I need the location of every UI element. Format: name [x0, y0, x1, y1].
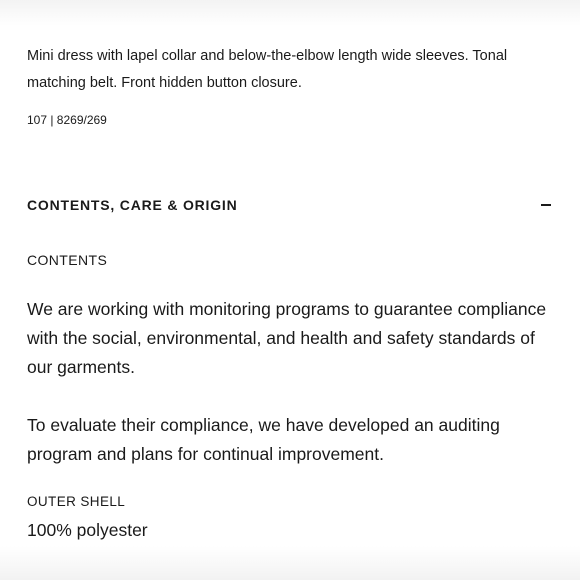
minus-icon[interactable] — [541, 204, 551, 206]
bottom-edge-shade — [0, 546, 580, 580]
auditing-paragraph: To evaluate their compliance, we have developed an auditing program and plans for continual improvement. — [27, 415, 500, 464]
product-description: Mini dress with lapel collar and below-the-elbow length wide sleeves. Tonal matching belt. Front hidden button closure. — [27, 48, 508, 91]
contents-care-origin-toggle[interactable] — [27, 193, 553, 217]
outer-shell-label: OUTER SHELL — [27, 494, 126, 509]
contents-label: CONTENTS — [27, 252, 108, 268]
monitoring-paragraph: We are working with monitoring programs to guarantee compliance with the social, environmental, and health and safety standards of our garments. — [27, 299, 547, 377]
outer-shell-composition: 100% polyester — [27, 520, 148, 540]
section-title: CONTENTS, CARE & ORIGIN — [27, 197, 238, 213]
top-edge-shade — [0, 0, 580, 26]
product-reference: 107 | 8269/269 — [27, 113, 107, 127]
